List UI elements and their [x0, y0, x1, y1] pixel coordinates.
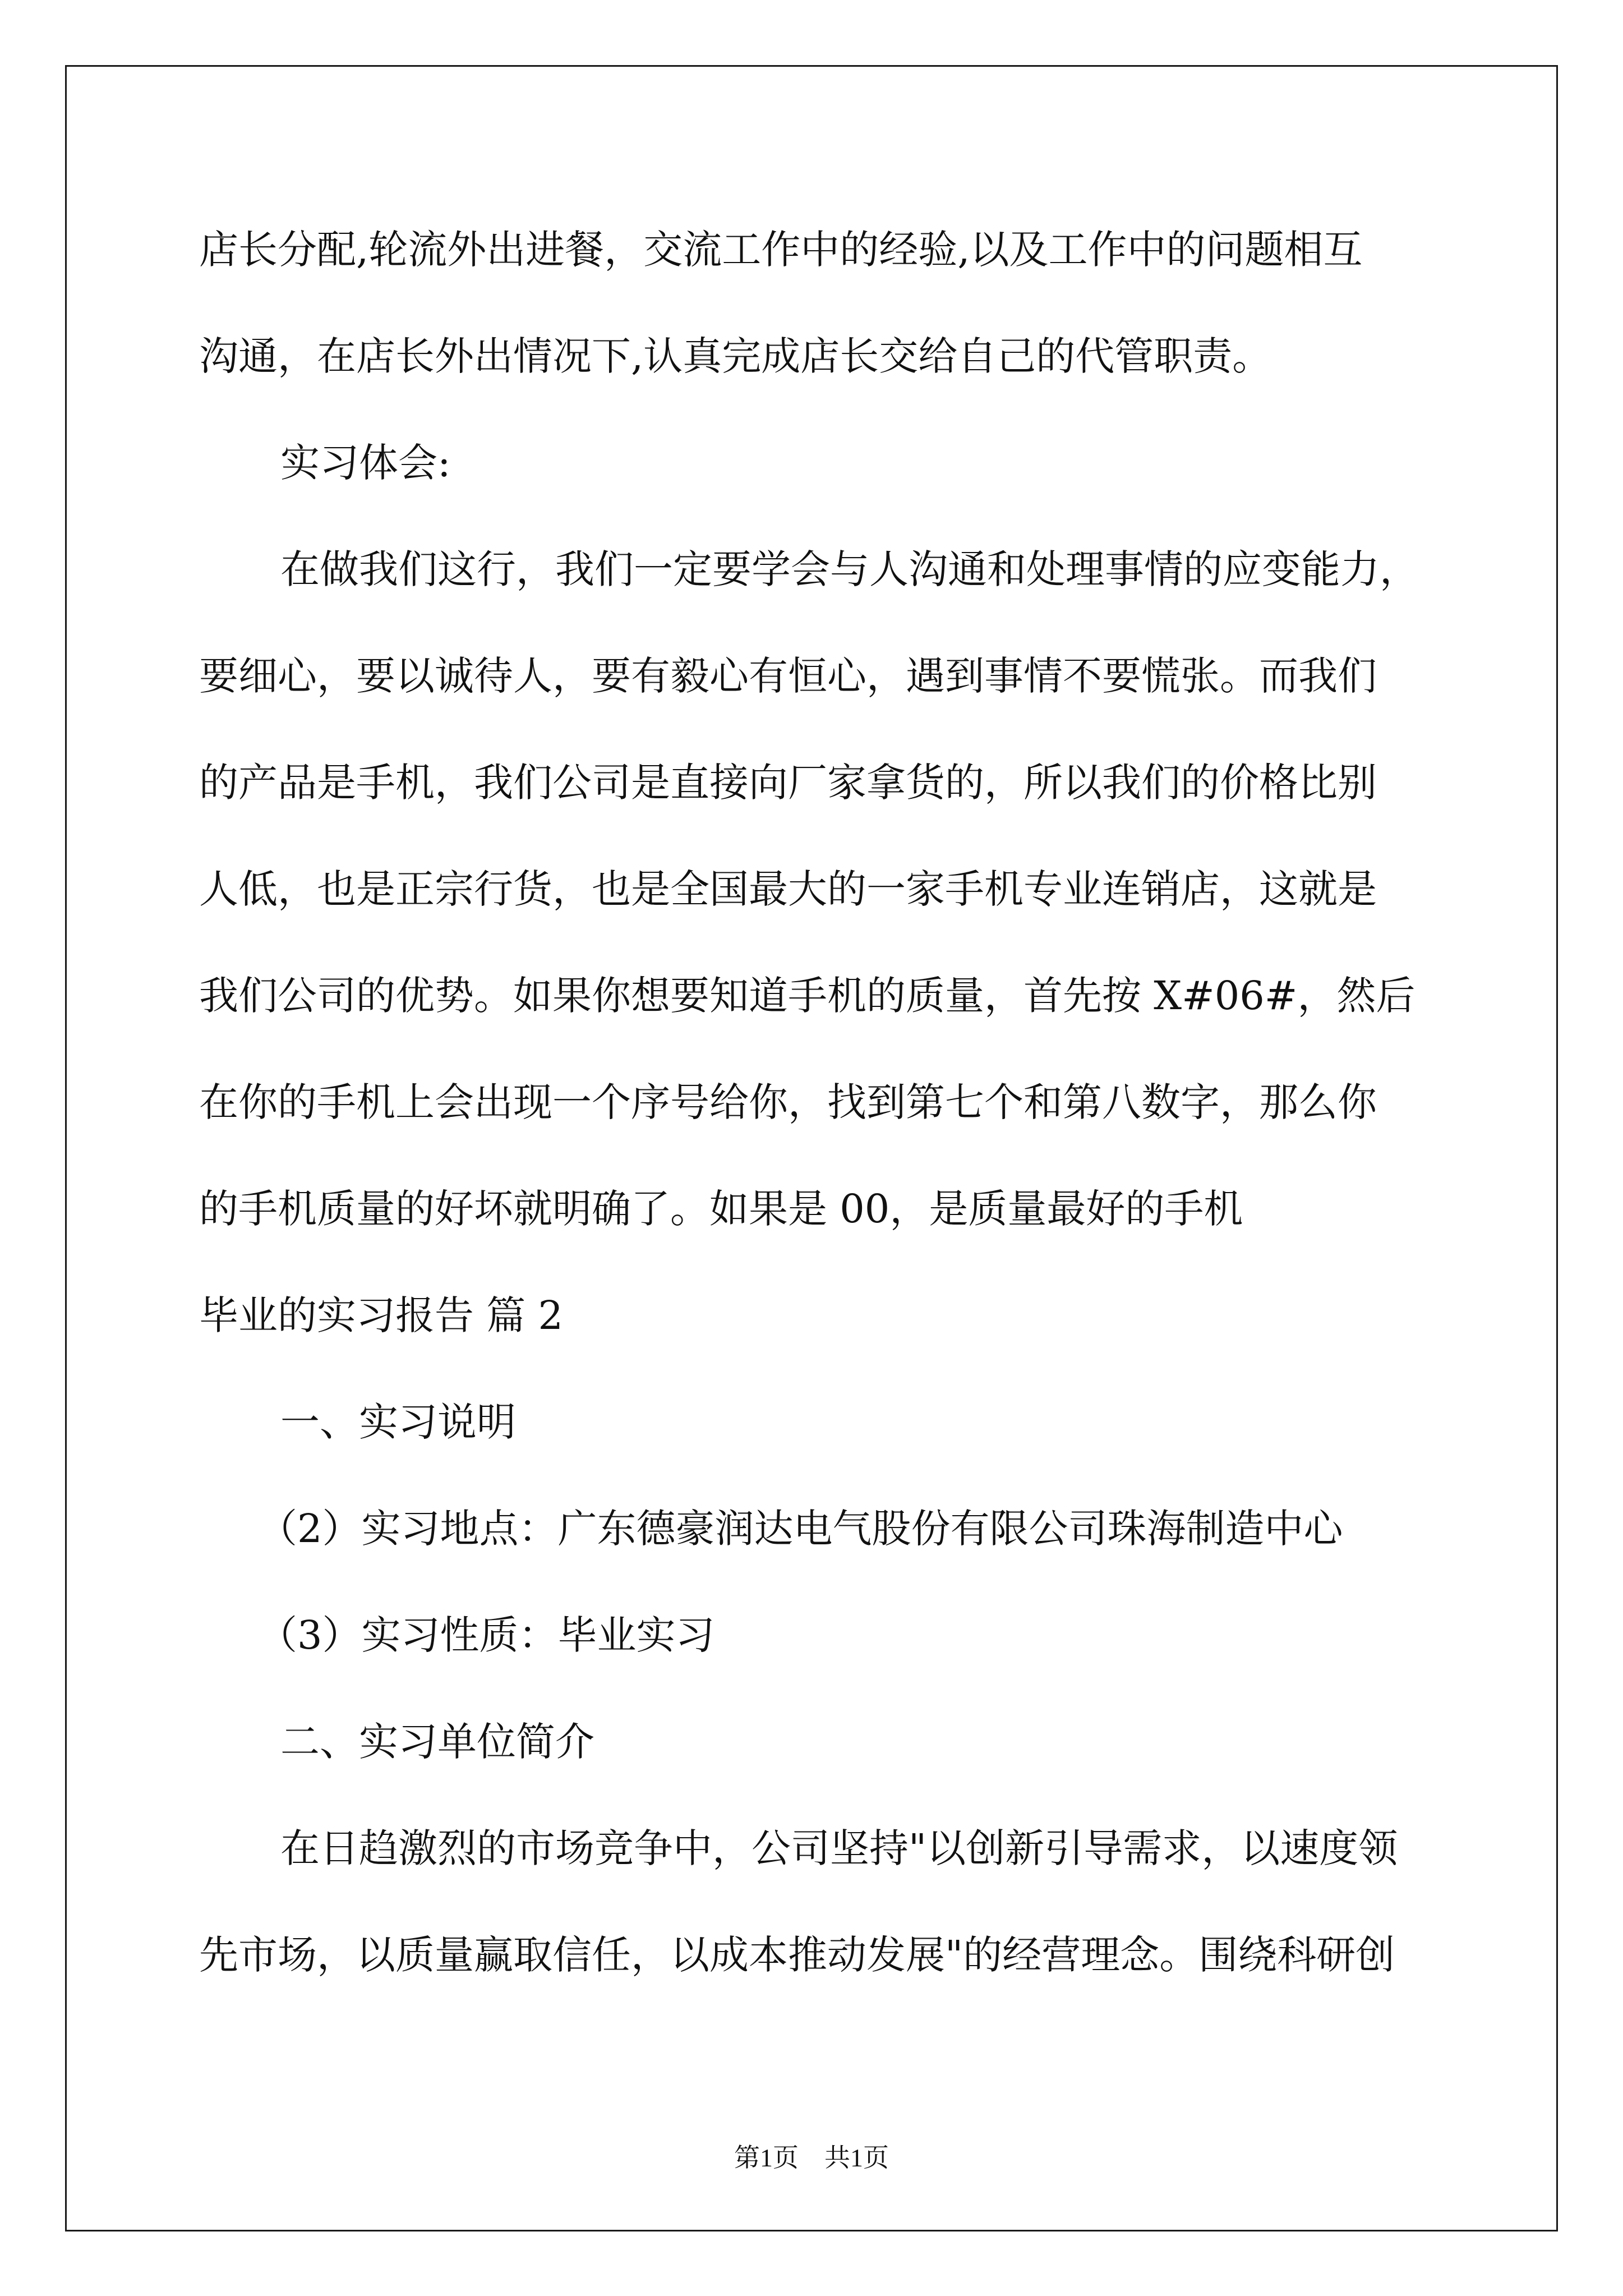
text-line-5: 要细心，要以诚待人，要有毅心有恒心，遇到事情不要慌张。而我们 — [199, 653, 1377, 699]
text-line-16: 在日趋激烈的市场竞争中，公司坚持"以创新引导需求，以速度领 — [280, 1825, 1398, 1871]
text-line-6: 的产品是手机，我们公司是直接向厂家拿货的，所以我们的价格比别 — [199, 760, 1377, 806]
text-line-3: 实习体会: — [280, 440, 451, 486]
text-line-2: 沟通，在店长外出情况下,认真完成店长交给自己的代管职责。 — [199, 333, 1272, 379]
text-line-15: 二、实习单位简介 — [280, 1719, 594, 1765]
text-line-1: 店长分配,轮流外出进餐，交流工作中的经验,以及工作中的问题相互 — [199, 227, 1363, 273]
page-border — [65, 65, 1558, 2231]
text-line-4: 在做我们这行，我们一定要学会与人沟通和处理事情的应变能力， — [280, 546, 1419, 592]
text-line-17: 先市场，以质量赢取信任，以成本推动发展"的经营理念。围绕科研创 — [199, 1932, 1395, 1978]
page-footer: 第1页 共1页 — [734, 2143, 889, 2172]
text-line-12: 一、实习说明 — [280, 1399, 516, 1445]
text-line-14: （3）实习性质：毕业实习 — [258, 1612, 715, 1658]
text-line-10: 的手机质量的好坏就明确了。如果是 00，是质量最好的手机 — [199, 1186, 1243, 1232]
text-line-13: （2）实习地点：广东德豪润达电气股份有限公司珠海制造中心 — [258, 1506, 1343, 1552]
text-line-9: 在你的手机上会出现一个序号给你，找到第七个和第八数字，那么你 — [199, 1079, 1377, 1125]
text-line-7: 人低，也是正宗行货，也是全国最大的一家手机专业连销店，这就是 — [199, 866, 1377, 912]
text-line-8: 我们公司的优势。如果你想要知道手机的质量，首先按 X#06#，然后 — [199, 973, 1415, 1019]
section-heading: 毕业的实习报告 篇 2 — [199, 1292, 564, 1338]
